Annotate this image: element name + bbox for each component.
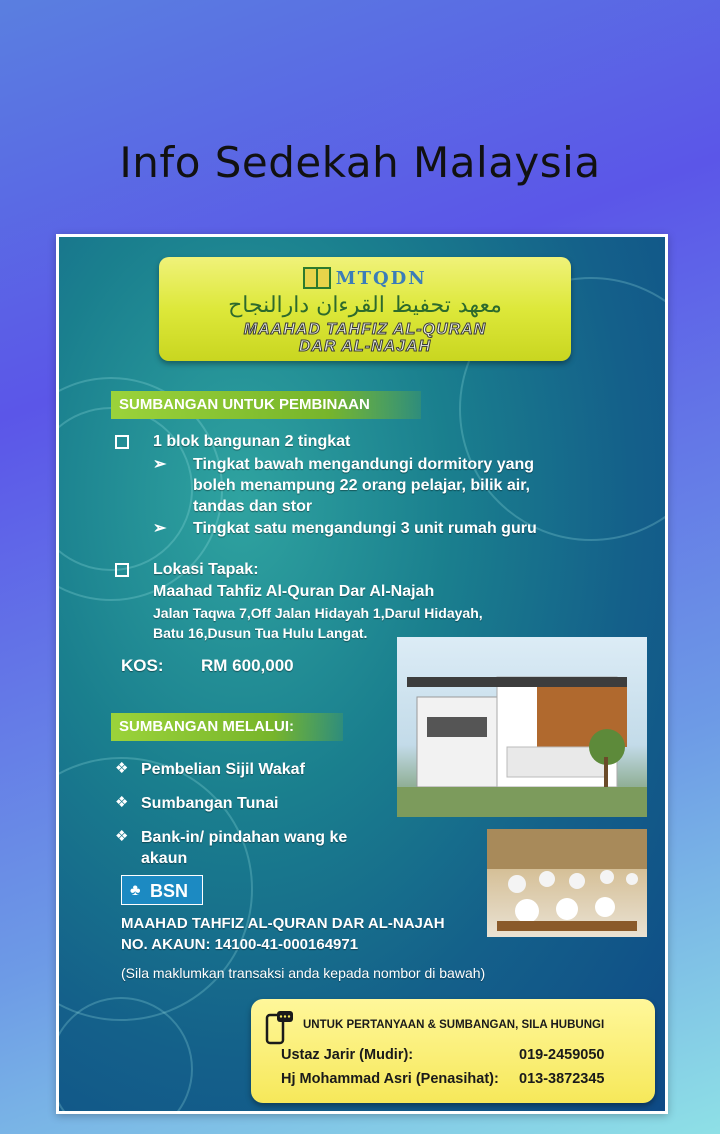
contact-phone-2[interactable]: 013-3872345	[519, 1071, 605, 1087]
sub-item-bawah-1: Tingkat bawah mengandungi dormitory yang	[193, 456, 535, 473]
method-bank-in-2: akaun	[141, 850, 188, 867]
quran-book-icon	[303, 267, 331, 289]
app-title: Info Sedekah Malaysia	[119, 138, 601, 187]
latin-name-line2: DAR AL-NAJAH	[298, 338, 432, 355]
kos-value: RM 600,000	[201, 656, 294, 675]
donation-poster	[56, 234, 668, 1114]
contact-person-1: Ustaz Jarir (Mudir):	[281, 1047, 414, 1063]
classroom-photo	[487, 829, 647, 937]
phone-message-icon	[265, 1011, 295, 1045]
lokasi-address-2: Batu 16,Dusun Tua Hulu Langat.	[153, 625, 368, 641]
bsn-bank-logo	[121, 875, 203, 905]
diamond-bullet-icon: ❖	[115, 794, 129, 811]
bsn-logo-text: BSN	[150, 881, 189, 901]
arrow-bullet-icon: ➢	[153, 456, 167, 473]
institution-header	[159, 257, 571, 361]
checkbox-bullet-icon	[115, 563, 129, 577]
contact-person-2: Hj Mohammad Asri (Penasihat):	[281, 1071, 499, 1087]
latin-name-line1: MAAHAD TAHFIZ AL-QURAN	[243, 321, 487, 338]
section-heading-melalui: SUMBANGAN MELALUI:	[111, 713, 343, 741]
diamond-bullet-icon: ❖	[115, 828, 129, 845]
kos-label: KOS:	[121, 656, 164, 675]
sub-item-bawah-2: boleh menampung 22 orang pelajar, bilik air,	[193, 477, 530, 494]
section-heading-pembinaan: SUMBANGAN UNTUK PEMBINAAN	[111, 391, 421, 419]
account-number: NO. AKAUN: 14100-41-000164971	[121, 936, 359, 953]
lokasi-address-1: Jalan Taqwa 7,Off Jalan Hidayah 1,Darul Hidayah,	[153, 605, 483, 621]
contact-heading: UNTUK PERTANYAAN & SUMBANGAN, SILA HUBUNGI	[303, 1019, 605, 1031]
arabic-name: معهد تحفيظ القرءان دارالنجاح	[228, 293, 502, 318]
method-bank-in-1: Bank-in/ pindahan wang ke	[141, 829, 348, 846]
arrow-bullet-icon: ➢	[153, 520, 167, 537]
decor-circle	[56, 997, 193, 1114]
method-sijil-wakaf: Pembelian Sijil Wakaf	[141, 761, 305, 778]
lokasi-name: Maahad Tahfiz Al-Quran Dar Al-Najah	[153, 583, 435, 600]
sub-item-satu: Tingkat satu mengandungi 3 unit rumah guru	[193, 520, 537, 537]
lokasi-label: Lokasi Tapak:	[153, 561, 259, 578]
building-render-image	[397, 637, 647, 817]
diamond-bullet-icon: ❖	[115, 760, 129, 777]
account-name: MAAHAD TAHFIZ AL-QURAN DAR AL-NAJAH	[121, 915, 445, 932]
tree-icon: ♣	[130, 882, 141, 899]
institution-logo	[159, 267, 571, 289]
transaction-note: (Sila maklumkan transaksi anda kepada nombor di bawah)	[121, 965, 486, 981]
sub-item-bawah-3: tandas dan stor	[193, 498, 313, 515]
checkbox-bullet-icon	[115, 435, 129, 449]
logo-text: MTQDN	[335, 267, 427, 289]
contact-card	[251, 999, 655, 1103]
item-blok: 1 blok bangunan 2 tingkat	[153, 433, 351, 450]
method-tunai: Sumbangan Tunai	[141, 795, 279, 812]
classroom-illustration	[487, 829, 647, 937]
latin-name	[159, 321, 571, 355]
building-illustration	[397, 637, 647, 817]
contact-phone-1[interactable]: 019-2459050	[519, 1047, 605, 1063]
